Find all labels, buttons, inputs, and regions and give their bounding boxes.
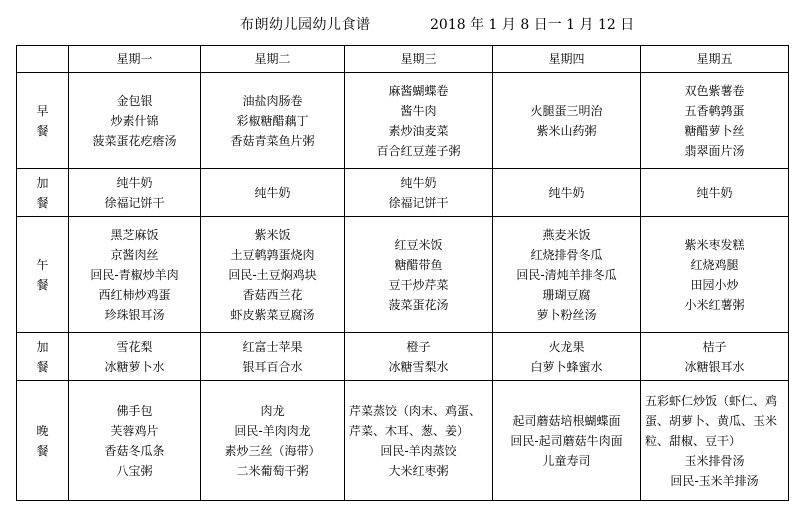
menu-cell	[493, 217, 641, 333]
dish-item: 佛手包	[116, 403, 153, 418]
meal-label-char: 加	[36, 339, 49, 354]
dish-item: 冰糖萝卜水	[104, 359, 165, 374]
dish-item: 纯牛奶	[116, 175, 153, 190]
menu-cell	[641, 381, 789, 501]
dish-item: 纯牛奶	[696, 185, 733, 200]
dish-item: 香菇冬瓜条	[104, 443, 165, 458]
dish-item: 油盐肉肠卷	[242, 93, 303, 108]
meal-label	[17, 381, 69, 501]
menu-cell	[201, 333, 345, 381]
corner-cell	[17, 46, 69, 73]
dish-item: 红豆米饭	[394, 237, 443, 252]
dish-item: 回民-青椒炒羊肉	[90, 267, 179, 282]
dish-item: 紫米枣发糕	[684, 237, 745, 252]
day-header: 星期三	[345, 46, 493, 73]
dish-item: 芹菜蒸饺（肉末、鸡蛋、芹菜、木耳、葱、姜）	[349, 403, 482, 438]
menu-cell	[69, 169, 201, 217]
dish-item: 桔子	[702, 339, 727, 354]
dish-item: 大米红枣粥	[388, 463, 449, 478]
dish-item: 红烧排骨冬瓜	[530, 247, 603, 262]
meal-rows	[17, 73, 789, 501]
dish-item: 五香鹌鹑蛋	[684, 103, 745, 118]
dish-item: 麻酱蝴蝶卷	[388, 83, 449, 98]
dish-item: 香菇青菜鱼片粥	[230, 133, 315, 148]
dish-item: 白萝卜蜂蜜水	[530, 359, 603, 374]
dish-item: 火龙果	[548, 339, 585, 354]
menu-cell	[201, 381, 345, 501]
dish-item: 芙蓉鸡片	[110, 423, 159, 438]
menu-cell	[69, 333, 201, 381]
dish-item: 小米红薯粥	[684, 297, 745, 312]
dish-item: 燕麦米饭	[542, 227, 591, 242]
dish-item: 素炒三丝（海带）	[224, 443, 321, 458]
dish-item: 纯牛奶	[400, 175, 437, 190]
meal-label	[17, 73, 69, 169]
menu-cell	[201, 169, 345, 217]
dish-item: 百合红豆莲子粥	[376, 143, 461, 158]
dish-item: 酱牛肉	[400, 103, 437, 118]
dish-item: 萝卜粉丝汤	[536, 307, 597, 322]
dish-item: 彩椒糖醋藕丁	[236, 113, 309, 128]
dish-item: 紫米山药粥	[536, 123, 597, 138]
meal-row	[17, 73, 789, 169]
menu-cell	[493, 73, 641, 169]
meal-label-char: 早	[36, 103, 49, 118]
meal-row	[17, 169, 789, 217]
dish-item: 紫米饭	[254, 227, 291, 242]
dish-item: 金包银	[116, 93, 153, 108]
dish-item: 肉龙	[260, 403, 285, 418]
dish-item: 田园小炒	[690, 277, 739, 292]
dish-item: 双色紫薯卷	[684, 83, 745, 98]
dish-item: 回民-羊肉蒸饺	[380, 443, 457, 458]
dish-item: 儿童寿司	[542, 453, 591, 468]
dish-item: 虾皮紫菜豆腐汤	[230, 307, 315, 322]
dish-item: 火腿蛋三明治	[530, 103, 603, 118]
dish-item: 西红柿炒鸡蛋	[98, 287, 171, 302]
menu-title-row	[0, 12, 804, 36]
meal-label	[17, 217, 69, 333]
dish-item: 炒素什锦	[110, 113, 159, 128]
dish-item: 起司蘑菇培根蝴蝶面	[512, 413, 621, 428]
dish-item: 糖醋带鱼	[394, 257, 443, 272]
dish-item: 冰糖雪梨水	[388, 359, 449, 374]
meal-label-char: 午	[36, 257, 49, 272]
meal-label-char: 餐	[36, 195, 49, 210]
menu-cell	[69, 217, 201, 333]
meal-label-char: 加	[36, 175, 49, 190]
menu-cell	[345, 217, 493, 333]
menu-cell	[641, 333, 789, 381]
menu-cell	[345, 333, 493, 381]
weekly-menu-table	[16, 45, 789, 501]
menu-cell	[345, 381, 493, 501]
meal-label-char: 晚	[36, 423, 49, 438]
dish-item: 菠菜蛋花疙瘩汤	[92, 133, 177, 148]
dish-item: 土豆鹌鹑蛋烧肉	[230, 247, 315, 262]
menu-cell	[201, 73, 345, 169]
day-header: 星期四	[493, 46, 641, 73]
day-header: 星期二	[201, 46, 345, 73]
dish-item: 红烧鸡腿	[690, 257, 739, 272]
menu-cell	[345, 169, 493, 217]
dish-item: 黑芝麻饭	[110, 227, 159, 242]
menu-cell	[641, 217, 789, 333]
menu-cell	[493, 333, 641, 381]
menu-date-range: 2018 年 1 月 8 日一 1 月 12 日	[430, 17, 635, 33]
menu-title: 布朗幼儿园幼儿食谱	[240, 17, 371, 33]
menu-cell	[69, 73, 201, 169]
dish-item: 徐福记饼干	[104, 195, 165, 210]
dish-item: 香菇西兰花	[242, 287, 303, 302]
menu-cell	[641, 73, 789, 169]
dish-item: 回民-羊肉肉龙	[234, 423, 311, 438]
meal-label	[17, 169, 69, 217]
dish-item: 回民-土豆焖鸡块	[228, 267, 317, 282]
dish-item: 红富士苹果	[242, 339, 303, 354]
dish-item: 京酱肉丝	[110, 247, 159, 262]
dish-item: 八宝粥	[116, 463, 153, 478]
meal-label	[17, 333, 69, 381]
meal-row	[17, 333, 789, 381]
dish-item: 冰糖银耳水	[684, 359, 745, 374]
dish-item: 珊瑚豆腐	[542, 287, 591, 302]
dish-item: 回民-起司蘑菇牛肉面	[510, 433, 623, 448]
menu-cell	[69, 381, 201, 501]
menu-cell	[493, 381, 641, 501]
meal-label-char: 餐	[36, 123, 49, 138]
dish-item: 银耳百合水	[242, 359, 303, 374]
day-header: 星期五	[641, 46, 789, 73]
dish-item: 回民-清炖羊排冬瓜	[516, 267, 617, 282]
dish-item: 橙子	[406, 339, 431, 354]
meal-row	[17, 217, 789, 333]
menu-cell	[345, 73, 493, 169]
meal-row	[17, 381, 789, 501]
dish-item: 徐福记饼干	[388, 195, 449, 210]
meal-label-char: 餐	[36, 359, 49, 374]
day-header-row	[17, 46, 789, 73]
meal-label-char: 餐	[36, 443, 49, 458]
dish-item: 珍珠银耳汤	[104, 307, 165, 322]
menu-cell	[201, 217, 345, 333]
menu-cell	[493, 169, 641, 217]
dish-item: 纯牛奶	[254, 185, 291, 200]
dish-item: 回民-玉米羊排汤	[670, 473, 759, 488]
dish-item: 豆干炒芹菜	[388, 277, 449, 292]
dish-item: 玉米排骨汤	[684, 453, 745, 468]
dish-item: 五彩虾仁炒饭（虾仁、鸡蛋、胡萝卜、黄瓜、玉米粒、甜椒、豆干）	[645, 393, 778, 448]
dish-item: 二米葡萄干粥	[236, 463, 309, 478]
dish-item: 素炒油麦菜	[388, 123, 449, 138]
dish-item: 菠菜蛋花汤	[388, 297, 449, 312]
day-header: 星期一	[69, 46, 201, 73]
menu-cell	[641, 169, 789, 217]
dish-item: 糖醋萝卜丝	[684, 123, 745, 138]
dish-item: 雪花梨	[116, 339, 153, 354]
meal-label-char: 餐	[36, 277, 49, 292]
dish-item: 翡翠面片汤	[684, 143, 745, 158]
dish-item: 纯牛奶	[548, 185, 585, 200]
